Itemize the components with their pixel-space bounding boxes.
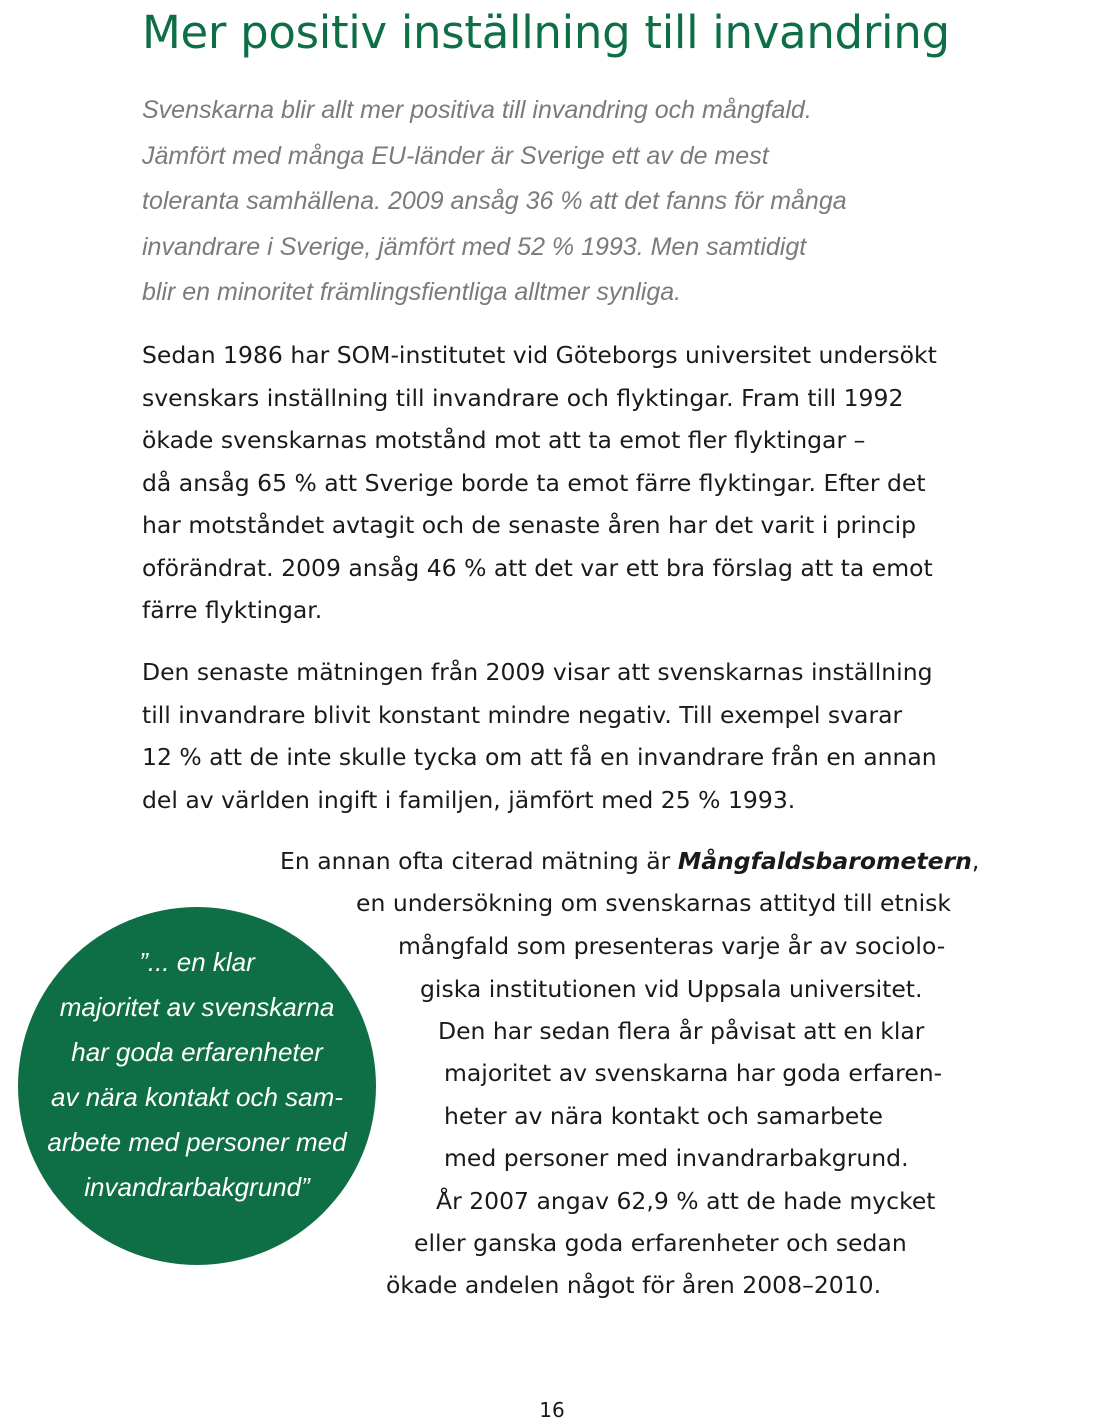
body-text: En annan ofta citerad mätning är (280, 847, 678, 875)
body-line: del av världen ingift i familjen, jämfört med 25 % 1993. (142, 785, 796, 814)
body-line: mångfald som presenteras varje år av sociolo- (398, 932, 946, 960)
body-text: , (971, 847, 980, 875)
pull-quote-line: arbete med personer med (47, 1127, 347, 1157)
pull-quote (18, 940, 376, 1210)
body-line: färre flyktingar. (142, 596, 323, 624)
body-line: 12 % att de inte skulle tycka om att få en invandrare från en annan (142, 743, 937, 771)
pull-quote-line: majoritet av svenskarna (59, 992, 335, 1022)
body-line: heter av nära kontakt och samarbete (444, 1102, 884, 1130)
body-line: Sedan 1986 har SOM-institutet vid Göteborgs universitet undersökt (142, 341, 937, 369)
barometer-name: Mångfaldsbarometern (677, 847, 972, 875)
body-line: Den senaste mätningen från 2009 visar att svenskarnas inställning (142, 658, 933, 686)
page-number: 16 (539, 1398, 565, 1422)
body-line: en undersökning om svenskarnas attityd till etnisk (356, 889, 952, 917)
page-title: Mer positiv inställning till invandring (142, 6, 950, 59)
body-paragraph-1 (142, 334, 957, 632)
lead-line: toleranta samhällena. 2009 ansåg 36 % att det fanns för många (142, 187, 847, 215)
body-line: majoritet av svenskarna har goda erfaren- (444, 1059, 943, 1087)
pull-quote-line: ”... en klar (139, 947, 255, 977)
body-line: Den har sedan flera år påvisat att en klar (438, 1017, 925, 1045)
lead-line: blir en minoritet främlingsfientliga alltmer synliga. (142, 278, 682, 306)
body-line: År 2007 angav 62,9 % att de hade mycket (436, 1187, 936, 1215)
body-line: till invandrare blivit konstant mindre negativ. Till exempel svarar (142, 700, 903, 729)
body-line: ökade andelen något för åren 2008–2010. (386, 1271, 882, 1299)
body-line: giska institutionen vid Uppsala universitet. (420, 975, 923, 1003)
pull-quote-line: invandrarbakgrund” (84, 1172, 310, 1202)
lead-line: Jämfört med många EU-länder är Sverige ett av de mest (142, 141, 769, 170)
body-line: ökade svenskarnas motstånd mot att ta emot fler flyktingar – (142, 426, 866, 454)
body-line: med personer med invandrarbakgrund. (444, 1144, 909, 1172)
body-line: har motståndet avtagit och de senaste åren har det varit i princip (142, 511, 917, 539)
body-line: då ansåg 65 % att Sverige borde ta emot färre flyktingar. Efter det (142, 468, 926, 497)
lead-paragraph (142, 88, 942, 316)
lead-line: Svenskarna blir allt mer positiva till invandring och mångfald. (142, 96, 812, 124)
body-line: eller ganska goda erfarenheter och sedan (414, 1229, 907, 1257)
pull-quote-line: av nära kontakt och sam- (51, 1082, 343, 1112)
body-line: oförändrat. 2009 ansåg 46 % att det var ett bra förslag att ta emot (142, 553, 933, 582)
body-line: svenskars inställning till invandrare och flyktingar. Fram till 1992 (142, 383, 904, 412)
body-line-first (280, 840, 979, 883)
lead-line: invandrare i Sverige, jämfört med 52 % 1993. Men samtidigt (142, 232, 807, 261)
pull-quote-line: har goda erfarenheter (71, 1037, 323, 1067)
body-paragraph-2 (142, 651, 957, 821)
